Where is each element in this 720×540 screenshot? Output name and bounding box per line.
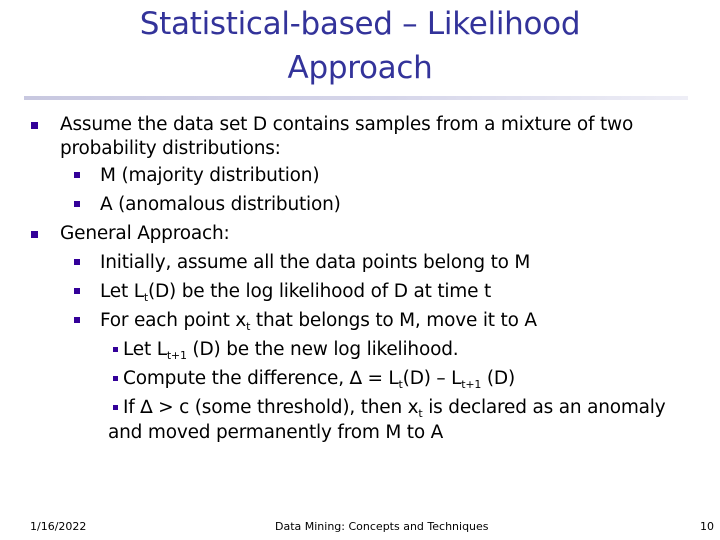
text-run: (D) be the log likelihood of D at time t xyxy=(147,281,492,302)
subscript: t+1 xyxy=(461,378,482,391)
bullet-square-icon xyxy=(113,376,118,381)
bullet-assume-line-2: probability distributions: xyxy=(60,138,281,159)
text-run: (D) – L xyxy=(402,368,462,389)
bullet-square-icon xyxy=(74,201,80,207)
slide-title xyxy=(0,2,720,90)
subscript: t xyxy=(143,291,148,304)
bullet-compute-difference xyxy=(123,365,515,393)
bullet-general-approach: General Approach: xyxy=(60,223,230,244)
text-run: (D) xyxy=(481,368,515,389)
text-run: Let L xyxy=(100,281,144,302)
subscript: t xyxy=(246,320,251,333)
slide-title-line-2: Approach xyxy=(287,50,433,86)
bullet-new-log-likelihood xyxy=(123,336,458,364)
bullet-anomalous: A (anomalous distribution) xyxy=(100,194,341,215)
text-run: is declared as an anomaly xyxy=(422,397,666,418)
subscript: t xyxy=(418,407,423,420)
text-run: that belongs to M, move it to A xyxy=(250,310,537,331)
bullet-square-icon xyxy=(31,231,38,238)
bullet-majority: M (majority distribution) xyxy=(100,165,320,186)
bullet-square-icon xyxy=(74,288,80,294)
bullet-square-icon xyxy=(113,347,118,352)
text-run: (D) be the new log likelihood. xyxy=(186,339,459,360)
bullet-square-icon xyxy=(74,172,80,178)
bullet-square-icon xyxy=(74,259,80,265)
text-run: Compute the difference, ∆ = L xyxy=(123,368,399,389)
text-run: If ∆ > c (some threshold), then x xyxy=(123,397,419,418)
bullet-square-icon xyxy=(31,122,38,129)
footer-date: 1/16/2022 xyxy=(30,520,87,533)
subscript: t+1 xyxy=(166,349,187,362)
footer-page-number: 10 xyxy=(700,520,714,533)
title-divider xyxy=(24,96,688,100)
bullet-assume-line-1: Assume the data set D contains samples from a mixture of two xyxy=(60,114,634,135)
bullet-square-icon xyxy=(74,317,80,323)
bullet-for-each-point xyxy=(100,307,537,335)
bullet-let-lt xyxy=(100,278,491,306)
bullet-threshold-line-2: and moved permanently from M to A xyxy=(108,422,444,443)
footer-title: Data Mining: Concepts and Techniques xyxy=(275,520,489,533)
text-run: Let L xyxy=(123,339,167,360)
text-run: For each point x xyxy=(100,310,247,331)
bullet-initially: Initially, assume all the data points belong to M xyxy=(100,252,531,273)
subscript: t xyxy=(398,378,403,391)
bullet-square-icon xyxy=(113,405,118,410)
slide-title-line-1: Statistical-based – Likelihood xyxy=(139,6,581,42)
bullet-threshold xyxy=(123,394,666,422)
